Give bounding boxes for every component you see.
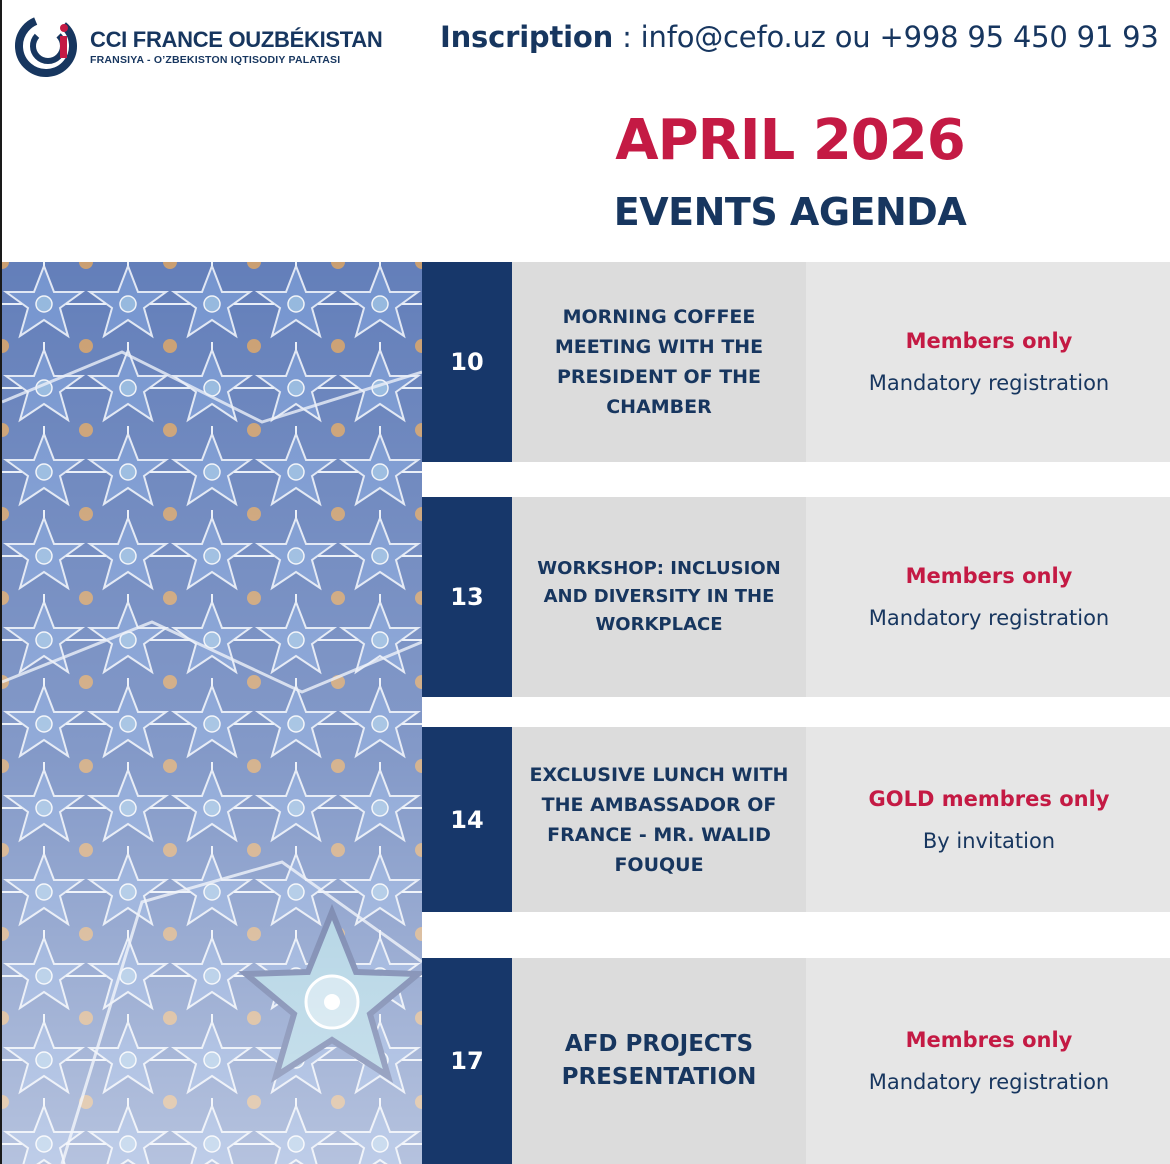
- contact-details[interactable]: : info@cefo.uz ou +998 95 450 91 93: [613, 20, 1159, 54]
- event-access: [806, 958, 1170, 1164]
- event-title: AFD PROJECTS PRESENTATION: [512, 958, 806, 1164]
- event-access: [806, 262, 1170, 462]
- event-title: MORNING COFFEE MEETING WITH THE PRESIDENT OF THE CHAMBER: [512, 262, 806, 462]
- event-audience: Members only: [905, 564, 1073, 588]
- event-registration: By invitation: [922, 828, 1056, 853]
- event-row: [422, 727, 1170, 912]
- event-audience: Membres only: [905, 1028, 1073, 1052]
- event-access: [806, 727, 1170, 912]
- event-registration: Mandatory registration: [868, 606, 1110, 630]
- event-title: WORKSHOP: INCLUSION AND DIVERSITY IN THE WORKPLACE: [512, 497, 806, 697]
- contact-line: [440, 20, 1159, 54]
- agenda-month: APRIL 2026: [615, 108, 965, 173]
- event-audience: Members only: [905, 329, 1073, 353]
- event-registration: Mandatory registration: [868, 1070, 1110, 1094]
- event-row: [422, 497, 1170, 697]
- cci-logo-icon: [14, 12, 78, 80]
- brand-tagline: FRANSIYA - O’ZBEKISTON IQTISODIY PALATASI: [90, 54, 341, 66]
- event-title: EXCLUSIVE LUNCH WITH THE AMBASSADOR OF FRANCE - MR. WALID FOUQUE: [512, 727, 806, 912]
- brand-name: CCI FRANCE OUZBÉKISTAN: [90, 27, 383, 52]
- brand: [90, 28, 382, 67]
- event-row: [422, 958, 1170, 1164]
- event-access: [806, 497, 1170, 697]
- contact-label: Inscription: [440, 20, 614, 54]
- event-date: 10: [422, 262, 512, 462]
- mosaic-background-image: [2, 262, 422, 1164]
- event-date: 14: [422, 727, 512, 912]
- event-row: [422, 262, 1170, 462]
- event-date: 13: [422, 497, 512, 697]
- event-registration: Mandatory registration: [868, 371, 1110, 395]
- event-audience: GOLD membres only: [868, 786, 1110, 811]
- agenda-subtitle: EVENTS AGENDA: [613, 190, 967, 234]
- event-date: 17: [422, 958, 512, 1164]
